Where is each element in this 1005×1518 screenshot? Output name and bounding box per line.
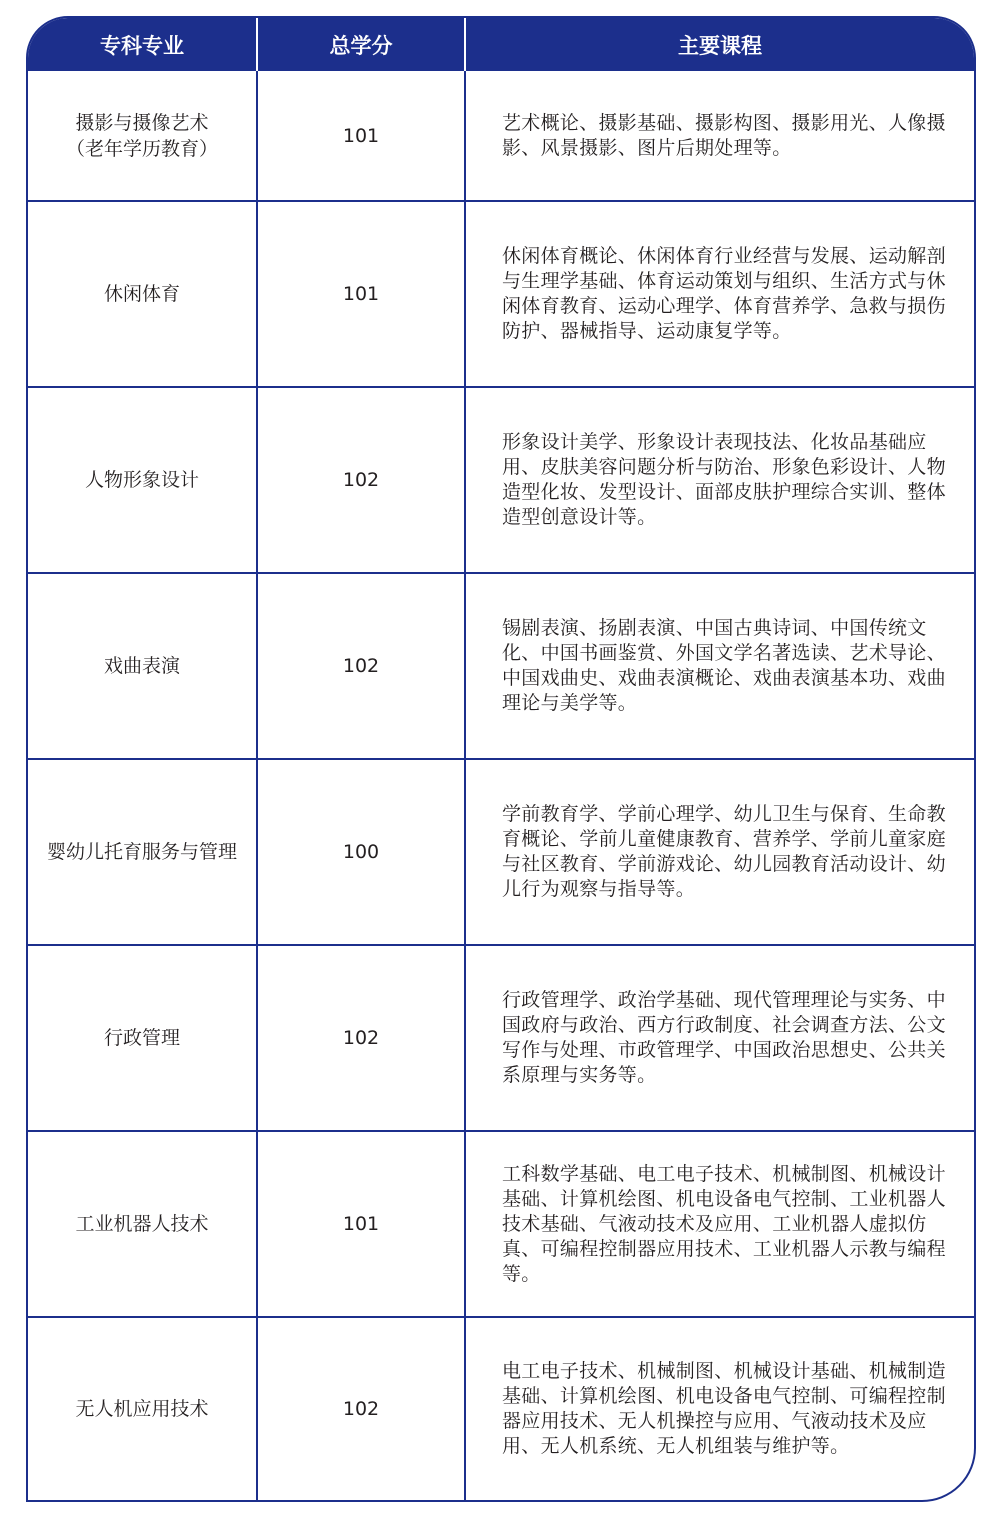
table-row: [28, 71, 974, 201]
table-row: [28, 945, 974, 1131]
header-row: [28, 18, 974, 71]
major-name: 无人机应用技术: [28, 1317, 257, 1500]
program-table-frame: [26, 16, 976, 1502]
header-major: 专科专业: [28, 18, 257, 71]
total-credits: 101: [257, 1131, 465, 1317]
total-credits: 101: [257, 71, 465, 201]
main-courses: 学前教育学、学前心理学、幼儿卫生与保育、生命教育概论、学前儿童健康教育、营养学、学前儿童家庭与社区教育、学前游戏论、幼儿园教育活动设计、幼儿行为观察与指导等。: [465, 759, 974, 945]
major-name: 婴幼儿托育服务与管理: [28, 759, 257, 945]
main-courses: 行政管理学、政治学基础、现代管理理论与实务、中国政府与政治、西方行政制度、社会调查方法、公文写作与处理、市政管理学、中国政治思想史、公共关系原理与实务等。: [465, 945, 974, 1131]
table-row: [28, 387, 974, 573]
table-body: [28, 71, 974, 1500]
total-credits: 102: [257, 945, 465, 1131]
main-courses: 艺术概论、摄影基础、摄影构图、摄影用光、人像摄影、风景摄影、图片后期处理等。: [502, 111, 946, 159]
total-credits: 101: [257, 201, 465, 387]
major-name-note: （老年学历教育）: [65, 137, 218, 160]
table-row: [28, 1317, 974, 1500]
total-credits: 102: [257, 1317, 465, 1500]
table-header: [28, 18, 974, 71]
table-row: [28, 201, 974, 387]
table-row: [28, 573, 974, 759]
main-courses: 形象设计美学、形象设计表现技法、化妆品基础应用、皮肤美容问题分析与防治、形象色彩设计、人物造型化妆、发型设计、面部皮肤护理综合实训、整体造型创意设计等。: [465, 387, 974, 573]
table-row: [28, 759, 974, 945]
major-name-line: 摄影与摄像艺术: [75, 111, 209, 134]
major-name: 戏曲表演: [28, 573, 257, 759]
main-courses: 休闲体育概论、休闲体育行业经营与发展、运动解剖与生理学基础、体育运动策划与组织、生活方式与休闲体育教育、运动心理学、体育营养学、急救与损伤防护、器械指导、运动康复学等。: [465, 201, 974, 387]
header-credits: 总学分: [257, 18, 465, 71]
table-row: [28, 1131, 974, 1317]
major-name: 工业机器人技术: [28, 1131, 257, 1317]
major-name: 休闲体育: [28, 201, 257, 387]
major-name: [28, 71, 257, 201]
header-courses: 主要课程: [465, 18, 974, 71]
total-credits: 102: [257, 573, 465, 759]
main-courses: 工科数学基础、电工电子技术、机械制图、机械设计基础、计算机绘图、机电设备电气控制、工业机器人技术基础、气液动技术及应用、工业机器人虚拟仿真、可编程控制器应用技术、工业机器人示教与编程等。: [465, 1131, 974, 1317]
total-credits: 102: [257, 387, 465, 573]
major-name: 行政管理: [28, 945, 257, 1131]
main-courses: 电工电子技术、机械制图、机械设计基础、机械制造基础、计算机绘图、机电设备电气控制、可编程控制器应用技术、无人机操控与应用、气液动技术及应用、无人机系统、无人机组装与维护等。: [465, 1317, 974, 1500]
major-name: 人物形象设计: [28, 387, 257, 573]
main-courses: 锡剧表演、扬剧表演、中国古典诗词、中国传统文化、中国书画鉴赏、外国文学名著选读、艺术导论、中国戏曲史、戏曲表演概论、戏曲表演基本功、戏曲理论与美学等。: [465, 573, 974, 759]
total-credits: 100: [257, 759, 465, 945]
program-table: [28, 18, 974, 1500]
